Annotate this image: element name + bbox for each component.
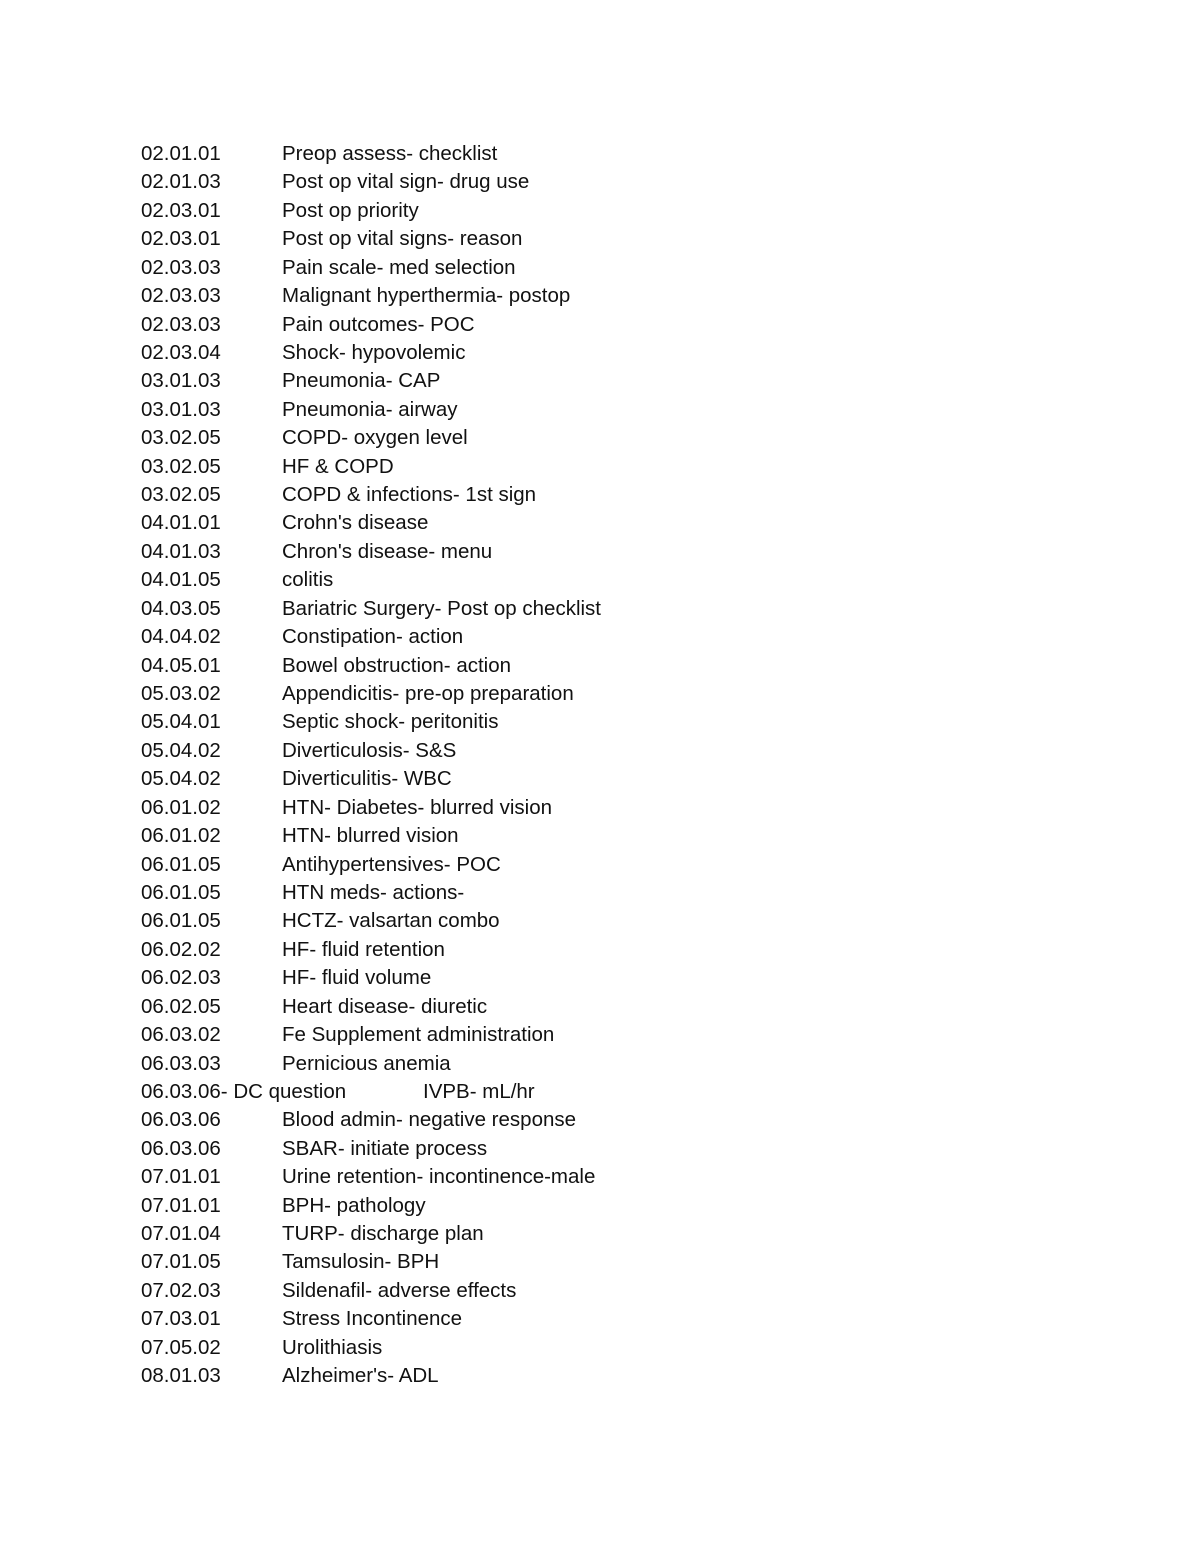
item-code: 07.01.01 (141, 1165, 221, 1189)
list-item (141, 1334, 1041, 1362)
item-code: 06.03.03 (141, 1051, 221, 1075)
item-topic: COPD & infections- 1st sign (282, 483, 537, 507)
item-code: 04.05.01 (141, 653, 221, 677)
item-topic: Urolithiasis (282, 1335, 383, 1359)
item-code: 05.04.02 (141, 767, 221, 791)
item-topic: Diverticulosis- S&S (282, 738, 457, 762)
item-code: 06.01.02 (141, 795, 221, 819)
list-item (141, 538, 1041, 566)
item-topic: Malignant hyperthermia- postop (282, 284, 571, 308)
item-code: 07.01.04 (141, 1222, 221, 1246)
item-topic: Urine retention- incontinence-male (282, 1165, 596, 1189)
item-topic: Constipation- action (282, 625, 464, 649)
list-item (141, 822, 1041, 850)
list-item (141, 225, 1041, 253)
list-item (141, 339, 1041, 367)
item-topic: SBAR- initiate process (282, 1136, 488, 1160)
list-item (141, 936, 1041, 964)
list-item (141, 197, 1041, 225)
item-code: 06.02.02 (141, 937, 221, 961)
item-code: 04.01.03 (141, 539, 221, 563)
item-code: 06.01.05 (141, 880, 221, 904)
list-item (141, 964, 1041, 992)
item-topic: HTN- Diabetes- blurred vision (282, 795, 553, 819)
list-item (141, 396, 1041, 424)
item-topic: Diverticulitis- WBC (282, 767, 452, 791)
item-code: 06.01.05 (141, 852, 221, 876)
item-topic: HTN meds- actions- (282, 880, 465, 904)
item-code: 04.04.02 (141, 625, 221, 649)
item-code: 02.03.04 (141, 340, 221, 364)
topic-list (141, 140, 1041, 1391)
list-item (141, 1248, 1041, 1276)
item-topic: colitis (282, 568, 334, 592)
list-item (141, 168, 1041, 196)
item-code: 03.02.05 (141, 426, 221, 450)
item-topic: HF- fluid retention (282, 937, 445, 961)
list-item (141, 851, 1041, 879)
item-topic: HTN- blurred vision (282, 824, 459, 848)
item-topic: Post op vital signs- reason (282, 227, 523, 251)
item-code: 02.03.01 (141, 198, 221, 222)
item-code: 06.01.05 (141, 909, 221, 933)
item-topic: HF & COPD (282, 454, 394, 478)
item-topic: COPD- oxygen level (282, 426, 468, 450)
list-item (141, 794, 1041, 822)
item-topic: Appendicitis- pre-op preparation (282, 682, 574, 706)
item-code: 02.01.01 (141, 142, 221, 165)
item-topic: Pain scale- med selection (282, 255, 516, 279)
item-code: 05.04.02 (141, 738, 221, 762)
item-topic: Pernicious anemia (282, 1051, 451, 1075)
item-topic: Post op priority (282, 198, 419, 222)
list-item (141, 1192, 1041, 1220)
item-code: 08.01.03 (141, 1364, 221, 1388)
item-code: 04.03.05 (141, 596, 221, 620)
item-topic: Antihypertensives- POC (282, 852, 501, 876)
list-item (141, 453, 1041, 481)
item-topic: HCTZ- valsartan combo (282, 909, 500, 933)
list-item (141, 1305, 1041, 1333)
item-topic: HF- fluid volume (282, 966, 432, 990)
list-item (141, 1078, 1041, 1106)
list-item (141, 1277, 1041, 1305)
list-item (141, 509, 1041, 537)
item-code: 07.02.03 (141, 1278, 221, 1302)
item-code: 03.02.05 (141, 483, 221, 507)
list-item (141, 282, 1041, 310)
item-code: 07.03.01 (141, 1307, 221, 1331)
item-code: 02.03.03 (141, 284, 221, 308)
item-code: 07.01.05 (141, 1250, 221, 1274)
item-topic: Post op vital sign- drug use (282, 170, 530, 194)
list-item (141, 1135, 1041, 1163)
item-topic: Bowel obstruction- action (282, 653, 512, 677)
list-item (141, 1220, 1041, 1248)
item-topic: Crohn's disease (282, 511, 429, 535)
item-topic: Sildenafil- adverse effects (282, 1278, 517, 1302)
item-topic: Pneumonia- airway (282, 397, 458, 421)
list-item (141, 652, 1041, 680)
item-topic: Heart disease- diuretic (282, 994, 488, 1018)
item-topic: Alzheimer's- ADL (282, 1364, 439, 1388)
item-code: 07.01.01 (141, 1193, 221, 1217)
item-topic: BPH- pathology (282, 1193, 426, 1217)
item-topic: Pain outcomes- POC (282, 312, 475, 336)
list-item (141, 1163, 1041, 1191)
item-topic: Shock- hypovolemic (282, 340, 466, 364)
list-item (141, 765, 1041, 793)
list-item (141, 311, 1041, 339)
item-topic: TURP- discharge plan (282, 1222, 484, 1246)
item-code: 06.03.06- DC question (141, 1079, 347, 1103)
list-item (141, 708, 1041, 736)
item-code: 02.03.03 (141, 255, 221, 279)
item-code: 06.03.06 (141, 1108, 221, 1132)
list-item (141, 680, 1041, 708)
item-topic: Blood admin- negative response (282, 1108, 577, 1132)
item-topic: IVPB- mL/hr (423, 1079, 535, 1103)
item-topic: Stress Incontinence (282, 1307, 463, 1331)
list-item (141, 1106, 1041, 1134)
item-code: 05.03.02 (141, 682, 221, 706)
list-item (141, 1362, 1041, 1390)
list-item (141, 595, 1041, 623)
item-code: 06.03.06 (141, 1136, 221, 1160)
list-item (141, 367, 1041, 395)
item-topic: Septic shock- peritonitis (282, 710, 499, 734)
list-item (141, 623, 1041, 651)
item-code: 04.01.05 (141, 568, 221, 592)
list-item (141, 907, 1041, 935)
list-item (141, 140, 1041, 168)
item-topic: Tamsulosin- BPH (282, 1250, 440, 1274)
item-code: 06.02.03 (141, 966, 221, 990)
item-code: 03.02.05 (141, 454, 221, 478)
list-item (141, 1021, 1041, 1049)
item-topic: Chron's disease- menu (282, 539, 493, 563)
item-code: 02.01.03 (141, 170, 221, 194)
item-topic: Pneumonia- CAP (282, 369, 441, 393)
item-code: 06.01.02 (141, 824, 221, 848)
item-topic: Preop assess- checklist (282, 142, 498, 165)
item-code: 07.05.02 (141, 1335, 221, 1359)
item-code: 03.01.03 (141, 397, 221, 421)
item-code: 04.01.01 (141, 511, 221, 535)
list-item (141, 481, 1041, 509)
list-item (141, 737, 1041, 765)
list-item (141, 879, 1041, 907)
item-topic: Fe Supplement administration (282, 1023, 555, 1047)
item-code: 03.01.03 (141, 369, 221, 393)
item-code: 06.02.05 (141, 994, 221, 1018)
item-code: 02.03.03 (141, 312, 221, 336)
item-code: 06.03.02 (141, 1023, 221, 1047)
list-item (141, 1050, 1041, 1078)
item-code: 05.04.01 (141, 710, 221, 734)
list-item (141, 993, 1041, 1021)
item-code: 02.03.01 (141, 227, 221, 251)
list-item (141, 424, 1041, 452)
list-item (141, 566, 1041, 594)
list-item (141, 254, 1041, 282)
item-topic: Bariatric Surgery- Post op checklist (282, 596, 602, 620)
